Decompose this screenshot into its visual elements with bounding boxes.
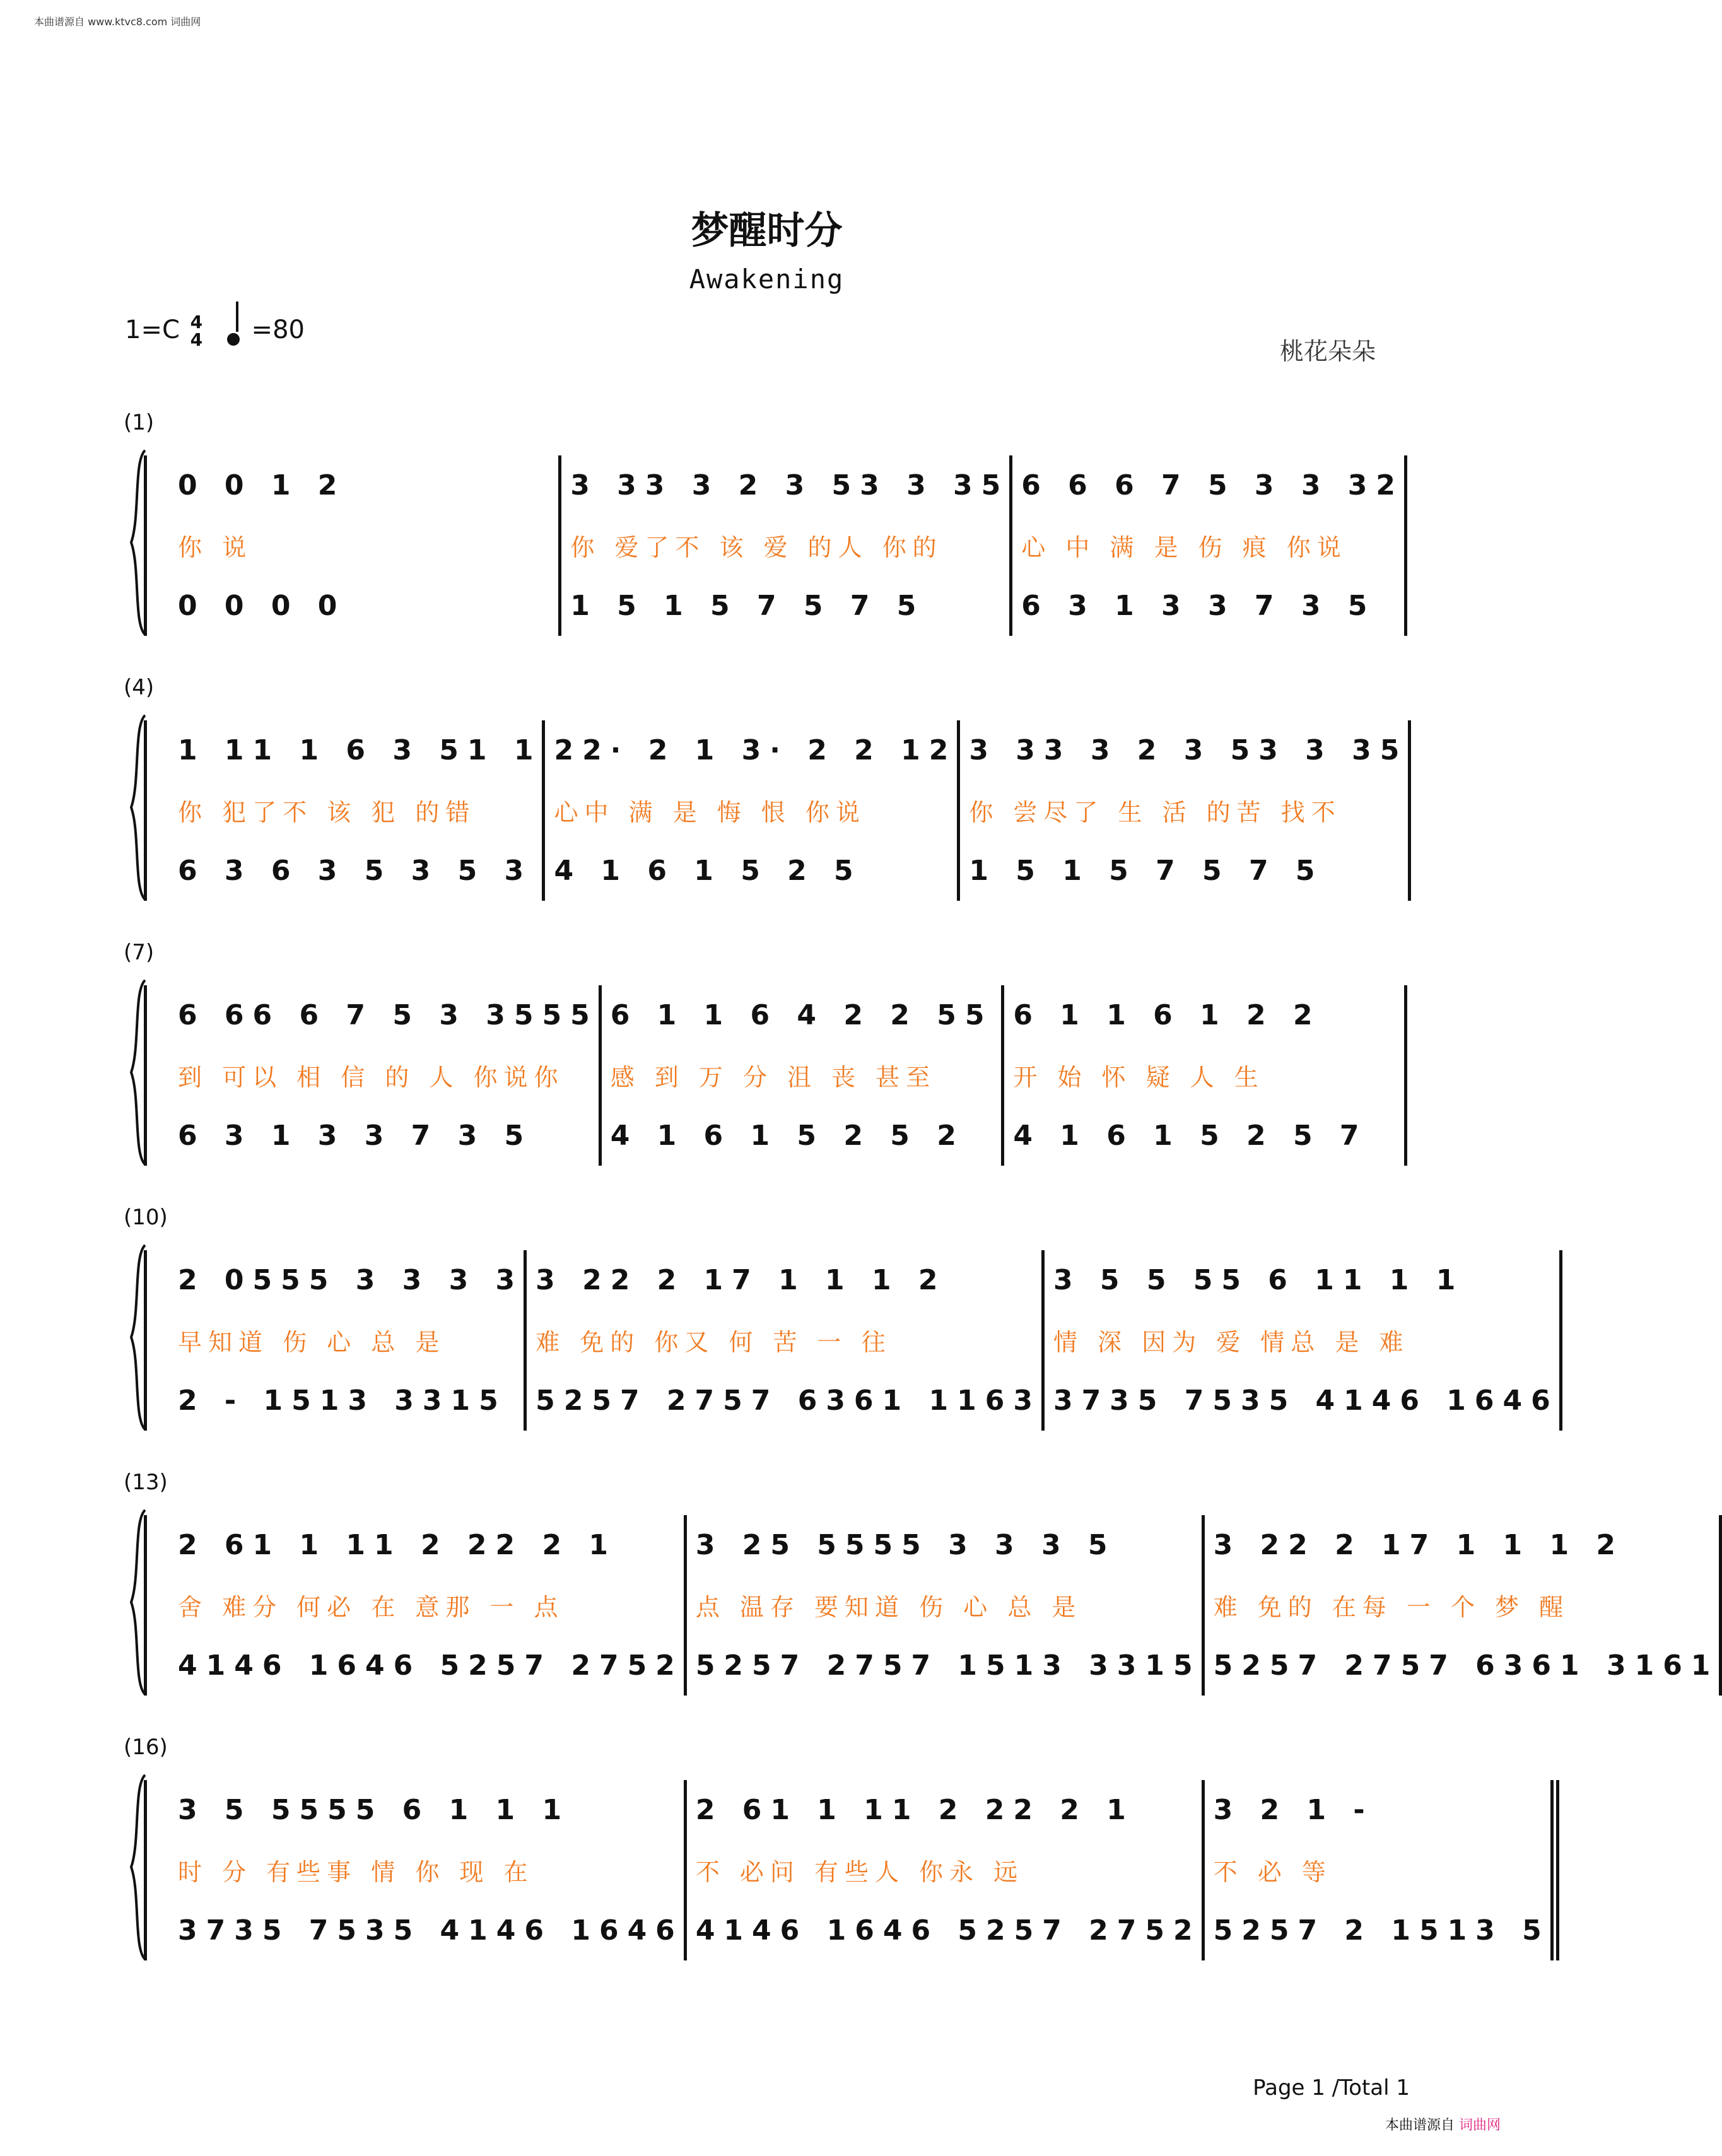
system-barline-start <box>144 720 147 901</box>
melody-notes: 0 0 1 2 <box>178 469 346 502</box>
measure <box>1205 1780 1559 1960</box>
accompaniment-notes: 1 5 1 5 7 5 7 5 <box>969 854 1324 887</box>
staff-system <box>0 940 1533 1205</box>
header-note: 本曲谱源自 www.ktvc8.com 词曲网 <box>34 16 201 28</box>
staff-system <box>0 1735 1550 2000</box>
measure <box>169 1250 527 1431</box>
measure-row <box>169 1515 1719 1696</box>
lyric-line: 开 始 怀 疑 人 生 <box>1013 1063 1265 1092</box>
measure-row <box>169 720 1407 901</box>
accompaniment-notes: 4 1 6 1 5 2 5 <box>554 854 862 887</box>
tempo-text: =80 <box>251 315 305 344</box>
measure <box>960 720 1411 901</box>
lyric-line: 心 中 满 是 伤 痕 你说 <box>1021 534 1347 562</box>
melody-notes: 2 61 1 11 2 22 2 1 <box>695 1794 1135 1827</box>
accompaniment-notes: 6 3 6 3 5 3 5 3 <box>178 854 533 887</box>
melody-notes: 3 25 5555 3 3 3 5 <box>695 1529 1116 1562</box>
melody-notes: 3 33 3 2 3 53 3 35 <box>969 734 1409 767</box>
system-barline-start <box>144 985 147 1166</box>
score-subtitle: Awakening <box>689 264 845 295</box>
measure-row <box>169 455 1407 636</box>
lyric-line: 感 到 万 分 沮 丧 甚至 <box>610 1063 937 1092</box>
measure-number: (4) <box>124 675 155 700</box>
measure <box>169 1780 687 1960</box>
lyric-line: 你 尝尽了 生 活 的苦 找不 <box>969 799 1342 827</box>
accompaniment-notes: 3735 7535 4146 1646 <box>178 1914 684 1947</box>
measure <box>1004 985 1407 1166</box>
measure <box>687 1780 1205 1960</box>
lyric-line: 不 必问 有些人 你永 远 <box>695 1858 1024 1887</box>
quarter-note-icon <box>225 331 242 348</box>
measure <box>169 720 545 901</box>
lyric-line: 不 必 等 <box>1213 1858 1332 1887</box>
page-number: Page 1 /Total 1 <box>1253 2075 1410 2100</box>
melody-notes: 2 0555 3 3 3 3 <box>178 1264 524 1297</box>
accompaniment-notes: 5257 2757 6361 1163 <box>536 1384 1041 1417</box>
measure <box>169 1515 687 1696</box>
system-barline-start <box>144 1780 147 1960</box>
measure <box>602 985 1005 1166</box>
measure <box>545 720 960 901</box>
measure <box>1205 1515 1722 1696</box>
staff-system <box>0 410 1533 675</box>
melody-notes: 2 61 1 11 2 22 2 1 <box>178 1529 617 1562</box>
accompaniment-notes: 4 1 6 1 5 2 5 7 <box>1013 1119 1368 1152</box>
measure-number: (1) <box>124 410 155 435</box>
lyric-line: 难 免的 你又 何 苦 一 往 <box>536 1328 892 1357</box>
measure <box>561 455 1012 636</box>
measure-number: (13) <box>124 1470 168 1495</box>
lyric-line: 难 免的 在每 一 个 梦 醒 <box>1213 1593 1570 1622</box>
lyric-line: 点 温存 要知道 伤 心 总 是 <box>695 1593 1082 1622</box>
score-title: 梦醒时分 <box>691 209 843 253</box>
system-barline-start <box>144 1515 147 1696</box>
melody-notes: 3 33 3 2 3 53 3 35 <box>570 469 1010 502</box>
accompaniment-notes: 4146 1646 5257 2752 <box>695 1914 1202 1947</box>
lyric-line: 你 犯了不 该 犯 的错 <box>178 799 476 827</box>
staff-system <box>0 1470 1719 1735</box>
footer-source: 本曲谱源自 词曲网 <box>1385 2118 1501 2133</box>
measure <box>169 455 561 636</box>
measure-row <box>169 985 1407 1166</box>
accompaniment-notes: 6 3 1 3 3 7 3 5 <box>178 1119 533 1152</box>
measure-number: (10) <box>124 1205 168 1230</box>
melody-notes: 1 11 1 6 3 51 1 <box>178 734 542 767</box>
accompaniment-notes: 0 0 0 0 <box>178 589 346 622</box>
accompaniment-notes: 2 - 1513 3315 <box>178 1384 507 1417</box>
measure-number: (16) <box>124 1735 168 1760</box>
accompaniment-notes: 4 1 6 1 5 2 5 2 <box>610 1119 965 1152</box>
key-signature <box>125 308 305 349</box>
accompaniment-notes: 1 5 1 5 7 5 7 5 <box>570 589 925 622</box>
melody-notes: 6 1 1 6 4 2 2 55 <box>610 999 993 1032</box>
staff-system <box>0 675 1533 940</box>
measure-row <box>169 1780 1550 1960</box>
measure <box>687 1515 1205 1696</box>
accompaniment-notes: 4146 1646 5257 2752 <box>178 1649 684 1682</box>
system-barline-start <box>144 455 147 636</box>
accompaniment-notes: 5257 2 1513 5 <box>1213 1914 1550 1947</box>
melody-notes: 3 22 2 17 1 1 1 2 <box>1213 1529 1625 1562</box>
composer: 桃花朵朵 <box>1279 337 1376 365</box>
accompaniment-notes: 5257 2757 6361 3161 <box>1213 1649 1719 1682</box>
melody-notes: 3 5 5 55 6 11 1 1 <box>1053 1264 1465 1297</box>
staff-system <box>0 1205 1559 1470</box>
lyric-line: 情 深 因为 爱 情总 是 难 <box>1053 1328 1410 1357</box>
melody-notes: 6 6 6 7 5 3 3 32 <box>1021 469 1404 502</box>
melody-notes: 22· 2 1 3· 2 2 12 <box>554 734 958 767</box>
measure <box>1045 1250 1562 1431</box>
lyric-line: 舍 难分 何必 在 意那 一 点 <box>178 1593 565 1622</box>
accompaniment-notes: 3735 7535 4146 1646 <box>1053 1384 1559 1417</box>
lyric-line: 时 分 有些事 情 你 现 在 <box>178 1858 534 1887</box>
measure-row <box>169 1250 1559 1431</box>
measure <box>527 1250 1045 1431</box>
accompaniment-notes: 6 3 1 3 3 7 3 5 <box>1021 589 1376 622</box>
melody-notes: 6 66 6 7 5 3 3555 <box>178 999 599 1032</box>
lyric-line: 早知道 伤 心 总 是 <box>178 1328 446 1357</box>
system-barline-start <box>144 1250 147 1431</box>
lyric-line: 你 说 <box>178 534 253 562</box>
measure-number: (7) <box>124 940 155 965</box>
melody-notes: 3 22 2 17 1 1 1 2 <box>536 1264 947 1297</box>
lyric-line: 心中 满 是 悔 恨 你说 <box>554 799 866 827</box>
melody-notes: 3 2 1 - <box>1213 1794 1374 1827</box>
key-text: 1=C <box>125 315 180 344</box>
time-signature: 4 4 <box>190 312 203 350</box>
lyric-line: 你 爱了不 该 爱 的人 你的 <box>570 534 943 562</box>
accompaniment-notes: 5257 2757 1513 3315 <box>695 1649 1202 1682</box>
measure <box>1012 455 1407 636</box>
melody-notes: 6 1 1 6 1 2 2 <box>1013 999 1321 1032</box>
lyric-line: 到 可以 相 信 的 人 你说你 <box>178 1063 565 1092</box>
measure <box>169 985 602 1166</box>
melody-notes: 3 5 5555 6 1 1 1 <box>178 1794 571 1827</box>
